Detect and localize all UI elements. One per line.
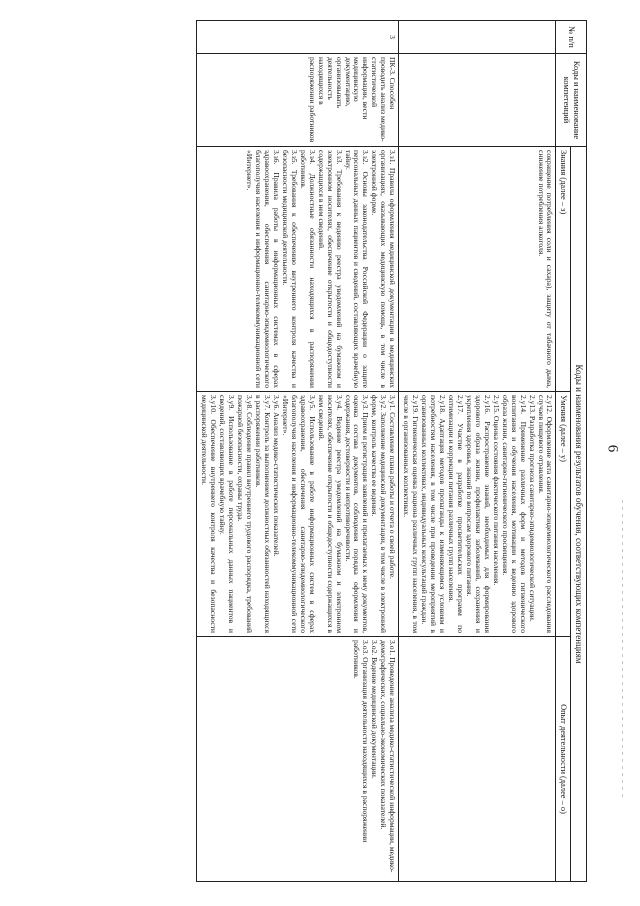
rotated-table-container [97,20,587,882]
skills-item: 3.у6. Анализ медико-статистических показателей. [271,395,281,557]
knowledge-item: 3.з6. Правила работы в информационных системах в сферах здравоохранения, обеспечения санитарно-эпидемиологического благополучия населения и информационно-телекоммуникационной сети «Интернет». [245,150,281,388]
knowledge-item: 3.з4. Должностные обязанности находящихся в распоряжении работников. [298,150,317,388]
competence-cell: ПК-3. Способен проводить анализ медико-статистической информации, вести медицинскую документацию, организовывать деятельность находящихся в распоряжении работников [197,54,399,147]
skills-item: 2.у13. Разработка прогноза санитарно-эпидемиологической ситуации. [527,395,537,622]
skills-item: 2.у14. Применение различных форм и методов гигиенического воспитания и обучения населения, мотивации к ведению здорового образа жизни, санитарно-гигиенического просвещения. [500,395,528,633]
table-row [197,21,399,882]
table-body [197,21,556,882]
knowledge-cell [399,147,556,392]
row-number [399,21,556,54]
skills-item: 2.у17. Участие в разработке просветительских программ по оптимизации и коррекции питания различных групп населения. [447,395,465,633]
knowledge-item: сокращение потребления соли и сахара), защиту от табачного дыма, снижение потребления алкоголя. [536,150,555,388]
knowledge-item: 3.з2. Основы законодательства Российской Федерации о защите персональных данных пациентов и сведений, составляющих врачебную тайну. [343,150,371,388]
skills-cell [197,392,399,637]
competencies-table [196,20,587,882]
skills-item: 2.у15. Оценка состояния фактического питания населения. [491,395,501,586]
header-num: № п/п [556,21,587,54]
knowledge-item: 3.з1. Правила оформления медицинской документации в медицинских организациях, оказывающих медицинскую помощь, в том числе в электронной форме. [370,150,398,388]
skills-item: 3.у3. Прием и регистрация заявлений и прилагаемых к нему документов, оценка состава документов, соблюдения порядка оформления и содержания, достоверности и непротиворечивости. [343,395,371,633]
skills-item: 3.у7. Контроль за выполнением должностных обязанностей находящихся в распоряжении работников. [253,395,272,633]
skills-item: 2.у18. Адаптация методов пропаганды к изменяющимся условиям и потребностям населения, в том числе при проведении мероприятий в организованных коллективах, индивидуальных консультаций граждан. [420,395,448,633]
experience-item: 3.о1. Проведение анализа медико-статистической информации, медико-демографических, социально-экономических показателей. [379,640,398,873]
page-number: 6 [604,444,621,453]
skills-item: 2.у16. Распространение знаний, необходимых для формирования здорового образа жизни, профилактики заболеваний, сохранения и укрепления здоровья, знаний по вопросам здорового питания. [464,395,492,633]
skills-item: 3.у4. Ведение реестра уведомлений на бумажном и электронном носителях, обеспечение открытости и общедоступности содержащихся в нем сведений. [316,395,344,633]
header-codes: Коды и наименование компетенций [556,54,587,147]
knowledge-item: 3.з3. Требования к ведению реестра уведомлений на бумажном и электронном носителях, обеспечение открытости и общедоступности содержащихся в нем сведений. [316,150,344,388]
skills-item: 2.у12. Оформление акта санитарно-эпидемиологического расследования случаев пищевого отравления. [536,395,555,633]
header-skills: Умения (далее – у) [556,392,571,637]
header-results: Коды и наименования результатов обучения, соответствующих компетенциям [571,147,587,882]
experience-cell [197,637,399,882]
experience-item: 3.о3. Организация деятельности находящихся в распоряжении работников. [352,640,371,843]
skills-item: 3.у5. Использование в работе информационных систем в сферах здравоохранения, обеспечения санитарно-эпидемиологического благополучия населения и информационно-телекоммуникационной сети «Интернет». [280,395,317,633]
header-experience: Опыт деятельности (далее – о) [556,637,571,882]
skills-item: 3.у8. Соблюдение правил внутреннего трудового распорядка, требований пожарной безопасности, охраны труда. [236,395,255,633]
table-row [399,21,556,882]
knowledge-cell [197,147,399,392]
knowledge-item: 3.з5. Требования к обеспечению внутреннего контроля качества и безопасности медицинской деятельности. [280,150,299,388]
experience-cell [399,637,556,882]
skills-item: 3.у1. Составление плана работы и отчета о своей работе. [388,395,398,579]
skills-item: 2.у19. Гигиеническая оценка рациона различных групп населения, в том числе в организованных коллективах. [402,395,421,633]
experience-item: 3.о2. Ведение медицинской документации. [370,640,380,779]
scan-artifact-line [622,500,623,800]
skills-item: 3.у2. Заполнение медицинской документации, в том числе в электронной форме, контроль качества ее ведения. [370,395,389,633]
header-knowledge: Знания (далее – з) [556,147,571,392]
skills-item: 3.у10. Обеспечение внутреннего контроля качества и безопасности медицинской деятельности. [200,395,219,633]
row-number: 3 [197,21,399,54]
competence-cell [399,54,556,147]
skills-item: 3.у9. Использование в работе персональных данных пациентов и сведений, составляющих врачебную тайну. [218,395,237,633]
skills-cell [399,392,556,637]
